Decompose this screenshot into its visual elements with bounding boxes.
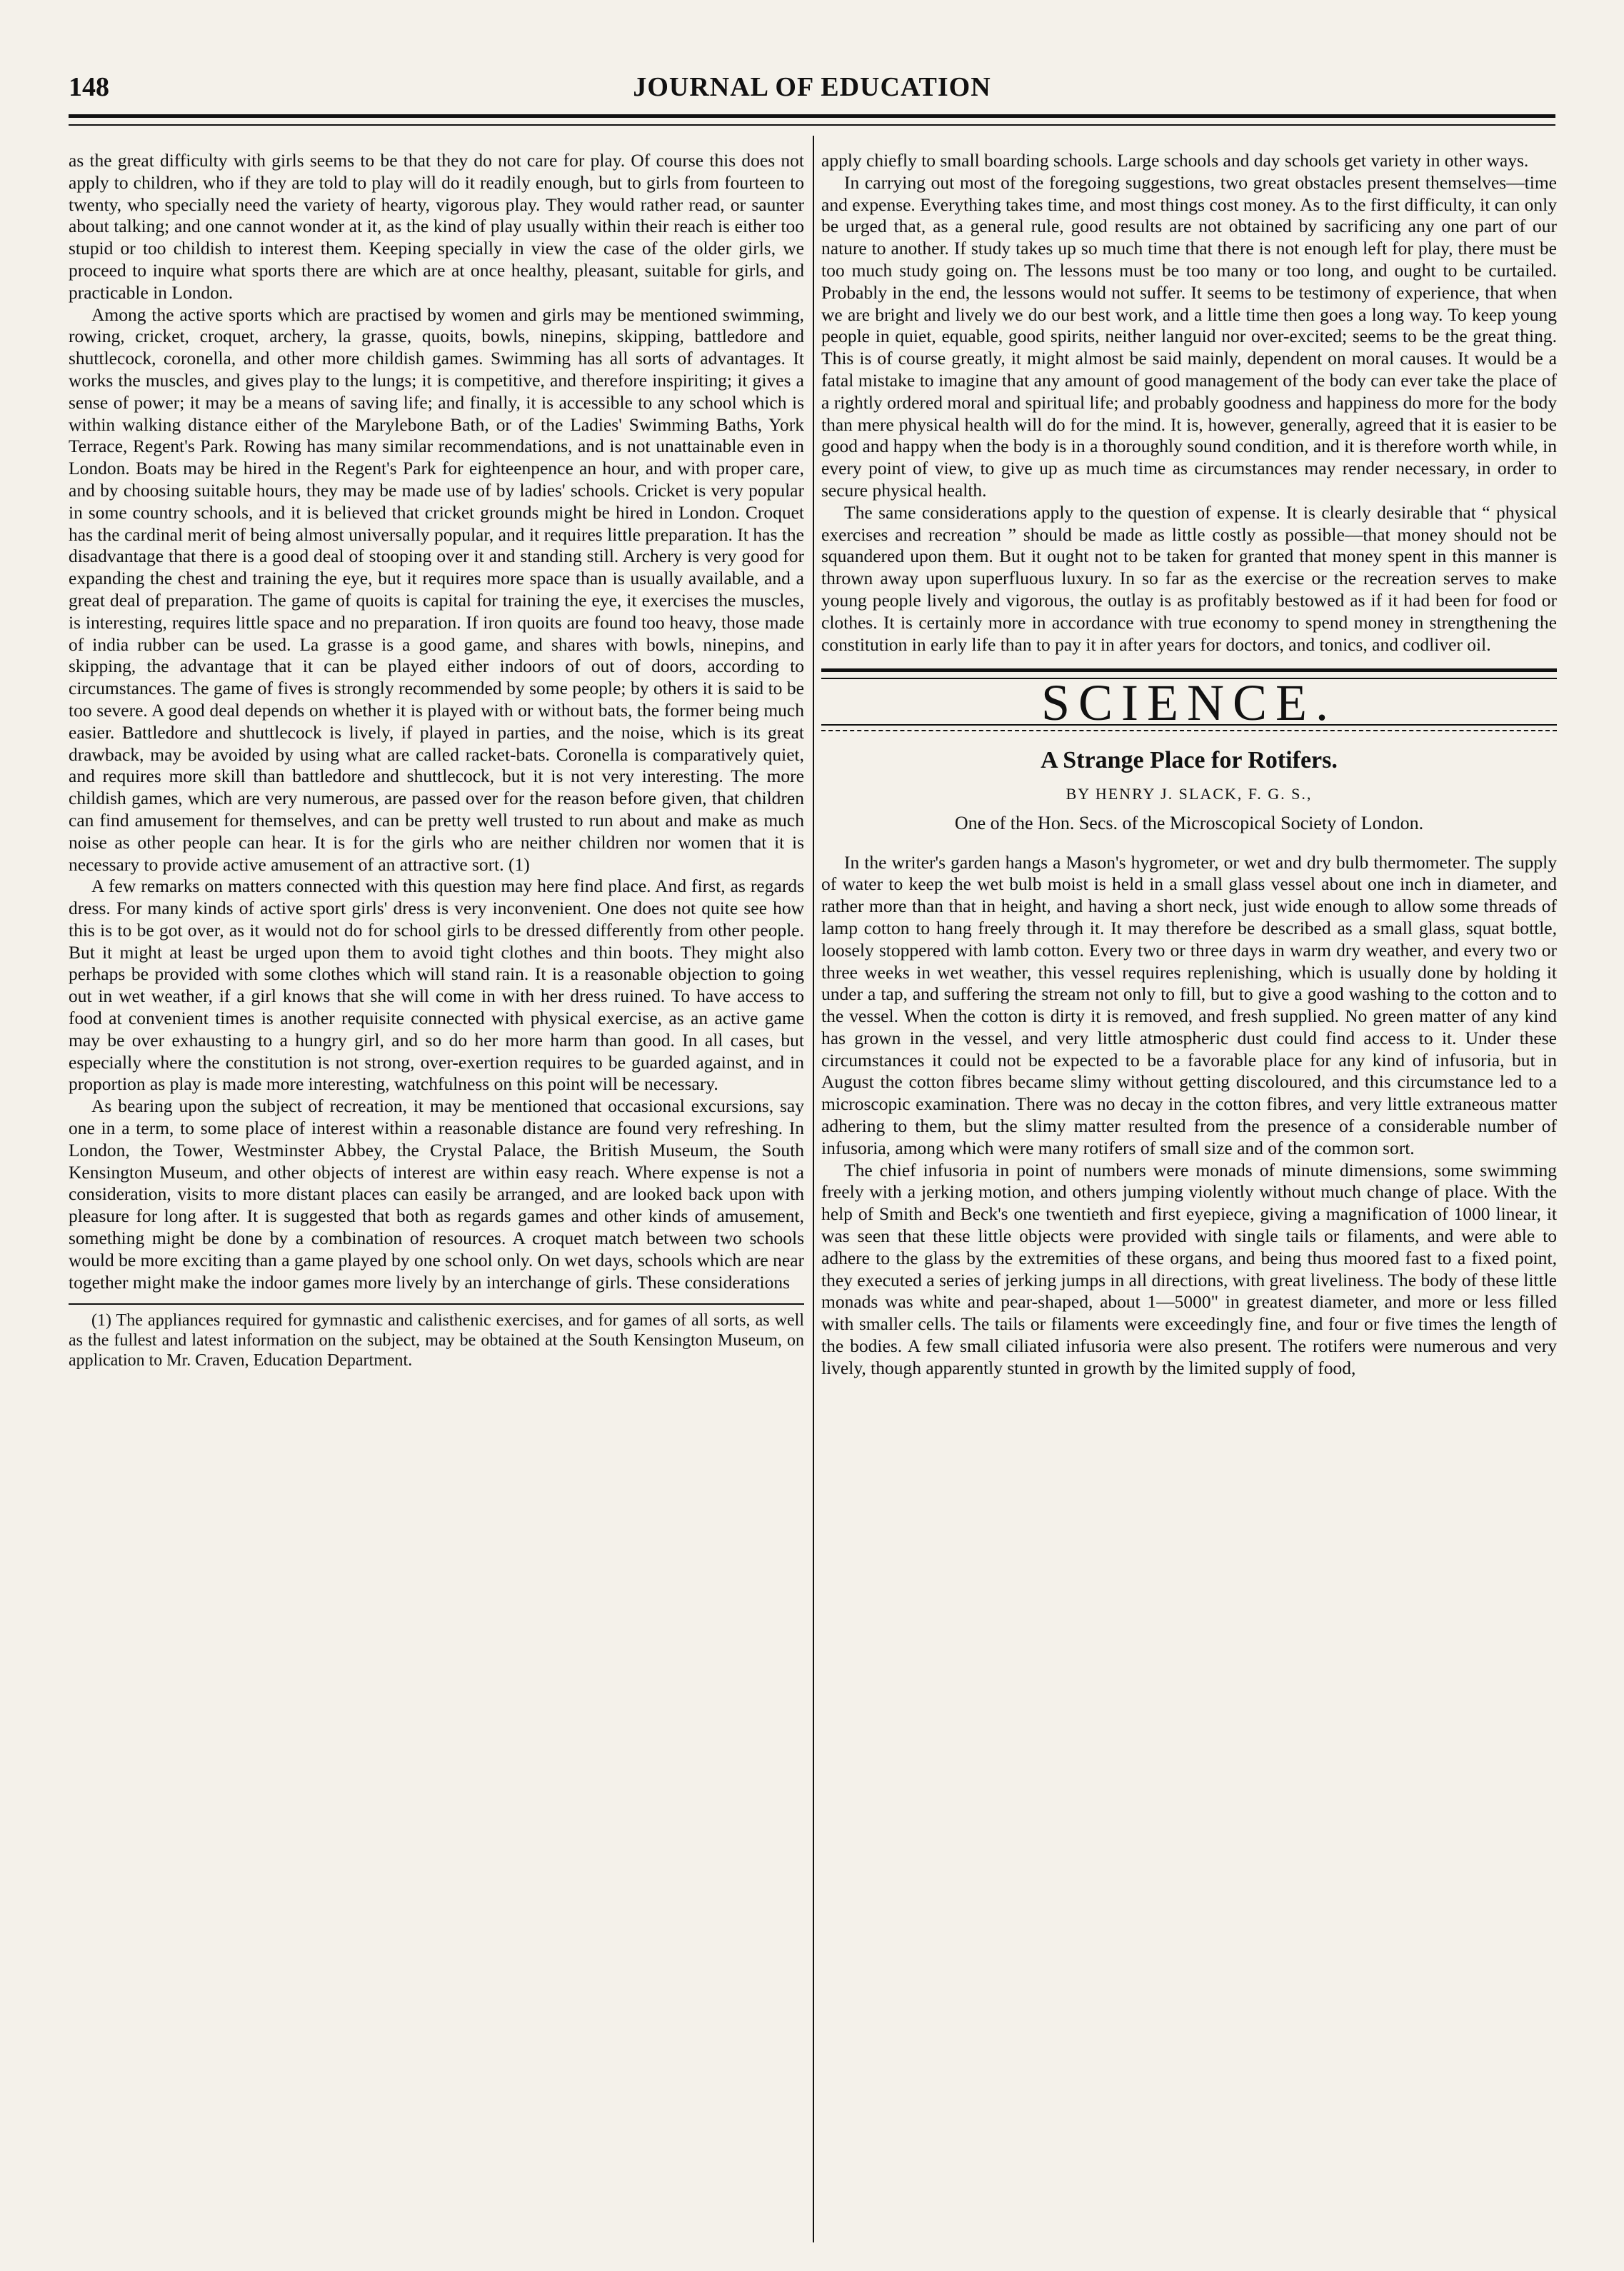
footnote-rule [69,1303,804,1305]
running-title: JOURNAL OF EDUCATION [633,72,991,102]
left-column [69,150,804,2257]
page-header [69,66,1555,113]
article-byline: BY HENRY J. SLACK, F. G. S., [1066,784,1313,803]
right-column [821,150,1557,2257]
header-rule-thin [69,124,1555,126]
paragraph: The same considerations apply to the question of expense. It is clearly desirable that “ physical exercises and recreation ” should be made as little costly as possible—that money should not be squandered upon them. But it ought not to be taken for granted that money spent in this manner is thrown away upon superfluous luxury. In so far as the exercise or the recreation serves to make young people lively and vigorous, the outlay is as profitably bestowed as if it had been for food or clothes. It is certainly more in accordance with true economy to spend money in strengthening the constitution in early life than to pay it in after years for doctors, and tonics, and codliver oil. [821,501,1557,655]
article-title: A Strange Place for Rotifers. [1041,747,1338,774]
article-affiliation: One of the Hon. Secs. of the Microscopical Society of London. [954,812,1424,833]
page-number: 148 [69,72,109,102]
paragraph: A few remarks on matters connected with this question may here find place. And first, as regards dress. For many kinds of active sport girls' dress is very inconvenient. One does not quite see how this is to be got over, as it would not do for school girls to be dressed differently from other people. But it might at least be urged upon them to avoid tight clothes and thin boots. They might also perhaps be provided with some clothes which will stand rain. It is a reasonable objection to going out in wet weather, if a girl knows that she will come in with her dress ruined. To have access to food at convenient times is another requisite connected with physical exercise, as an active game may be over exhausting to a hungry girl, and so do her more harm than good. In all cases, but especially where the constitution is not strong, over-exertion requires to be guarded against, and in proportion as play is made more interesting, watchfulness on this point will be necessary. [69,876,804,1095]
column-divider [813,136,814,2242]
paragraph: The chief infusoria in point of numbers were monads of minute dimensions, some swimming freely with a jerking motion, and others jumping violently without much change of place. With the help of Smith and Beck's one twentieth and first eyepiece, giving a magnification of 1000 linear, it was seen that these little objects were provided with single tails or filaments, and were able to adhere to the glass by the extremities of these organs, and being thus moored fast to a fixed point, they executed a series of jerking jumps in all directions, with great liveliness. The body of these little monads was white and pear-shaped, about 1—5000" in greatest diameter, and more or less filled with smaller cells. The tails or filaments were exceedingly fine, and four or five times the length of the bodies. A few small ciliated infusoria were also present. The rotifers were numerous and very lively, though apparently stunted in growth by the limited supply of food, [821,1159,1557,1378]
paragraph: In carrying out most of the foregoing suggestions, two great obstacles present themselves—time and expense. Everything takes time, and most things cost money. As to the first difficulty, it can only be urged that, as a general rule, good results are not obtained by sacrificing any one part of our nature to another. If study takes up so much time that there is not enough left for play, there must be too much study going on. The lessons must be too many or too long, and ought to be curtailed. Probably in the end, the lessons would not suffer. It seems to be testimony of experience, that when we are bright and lively we do our best work, and a little time then goes a long way. To keep young people in quiet, equable, good spirits, neither languid nor over-excited; seems to be the great thing. This is of course greatly, it might almost be said mainly, dependent on moral causes. It would be a fatal mistake to imagine that any amount of good management of the body can ever take the place of a rightly ordered moral and spiritual life; and probably goodness and happiness do more for the body than mere physical health will do for the mind. It is, however, generally, agreed that it is easier to be good and happy when the body is in a thoroughly sound condition, and it is therefore worth while, in every point of view, to give up as much time as circumstances may render necessary, in order to secure physical health. [821,171,1557,501]
paragraph: As bearing upon the subject of recreation, it may be mentioned that occasional excursions, say one in a term, to some place of interest within a reasonable distance are found very refreshing. In London, the Tower, Westminster Abbey, the Crystal Palace, the British Museum, the South Kensington Museum, and other objects of interest are within easy reach. Where expense is not a consideration, visits to more distant places can easily be arranged, and are looked back upon with pleasure for long after. It is suggested that both as regards games and other kinds of amusement, something might be done by a combination of resources. A croquet match between two schools would be more exciting than a game played by one school only. On wet days, schools which are near together might make the indoor games more lively by an interchange of girls. These considerations [69,1096,804,1293]
footnote: (1) The appliances required for gymnastic and calisthenic exercises, and for games of all sorts, as well as the fullest and latest information on the subject, may be obtained at the South Kensington Museum, on application to Mr. Craven, Education Department. [69,1311,804,1370]
section-title: SCIENCE. [1041,674,1338,732]
paragraph: In the writer's garden hangs a Mason's hygrometer, or wet and dry bulb thermometer. The supply of water to keep the wet bulb moist is held in a small glass vessel about one inch in diameter, and rather more than that in height, and having a short neck, just wide enough to allow some threads of lamp cotton to hang freely through it. It may therefore be described as a small glass, squat bottle, loosely stoppered with lamb cotton. Every two or three days in warm dry weather, and every two or three weeks in wet weather, this vessel requires replenishing, which is usually done by holding it under a tap, and suffering the stream not only to fill, but to give a good washing to the cotton and to the vessel. When the cotton is dirty it is removed, and fresh supplied. No green matter of any kind has grown in the vessel, and very little atmospheric dust could find access to it. Under these circumstances it could not be expected to be a favorable place for any kind of infusoria, but in August the cotton fibres became slimy without getting discoloured, and this circumstance led to a microscopic examination. There was no decay in the cotton fibres, and very little extraneous matter adhering to them, but the slimy matter resulted from the presence of a considerable number of infusoria, among which were many rotifers of small size and of the common sort. [821,851,1557,1158]
paragraph: as the great difficulty with girls seems to be that they do not care for play. Of course this does not apply to children, who if they are told to play will do it readily enough, but to girls from fourteen to twenty, who specially need the variety of hearty, vigorous play. They would rather read, or saunter about talking; and one cannot wonder at it, as the kind of play usually within their reach is either too stupid or too childish to interest them. Keeping specially in view the case of the older girls, we proceed to inquire what sports there are which are at once healthy, pleasant, suitable for girls, and practicable in London. [69,150,804,303]
header-rule [69,114,1555,118]
paragraph: apply chiefly to small boarding schools. Large schools and day schools get variety in other ways. [821,150,1529,171]
paragraph: Among the active sports which are practised by women and girls may be mentioned swimming, rowing, cricket, croquet, archery, la grasse, quoits, bowls, ninepins, skipping, battledore and shuttlecock, coronella, and other more childish games. Swimming has all sorts of advantages. It works the muscles, and gives play to the lungs; it is competitive, and therefore inspiriting; it gives a sense of power; it may be a means of saving life; and finally, it is accessible to any school which is within walking distance either of the Marylebone Bath, or of the Ladies' Swimming Baths, York Terrace, Regent's Park. Rowing has many similar recommendations, and is not unattainable even in London. Boats may be hired in the Regent's Park for eighteenpence an hour, and with proper care, and by choosing suitable hours, they may be made use of by ladies' schools. Cricket is very popular in some country schools, and it is believed that cricket grounds might be hired in London. Croquet has the cardinal merit of being almost universally popular, and it requires little preparation. It has the disadvantage that there is a good deal of stooping over it and standing still. Archery is very good for expanding the chest and training the eye, but it requires more space than is usually available, and a great deal of preparation. The game of quoits is capital for training the eye, it exercises the muscles, is interesting, requires little space and no preparation. If iron quoits are found too heavy, those made of india rubber can be used. La grasse is a good game, and shares with bowls, ninepins, and skipping, the advantage that it can be played either indoors of out of doors, according to circumstances. The game of fives is strongly recommended by some people; by others it is said to be too severe. A good deal depends on whether it is played with or without bats, the former being much easier. Battledore and shuttlecock is lively, if played in parties, and the noise, which is its great drawback, may be avoided by using what are called racket-bats. Coronella is comparatively quiet, and requires more skill than battledore and shuttlecock, but it is not very interesting. The more childish games, which are very numerous, are passed over for the reason before given, that children can find amusement for themselves, and can be pretty well trusted to run about and make as much noise as other people can hear. It is for the girls who are neither children nor women that it is necessary to provide active amusement of an attractive sort. (1) [69,304,804,875]
